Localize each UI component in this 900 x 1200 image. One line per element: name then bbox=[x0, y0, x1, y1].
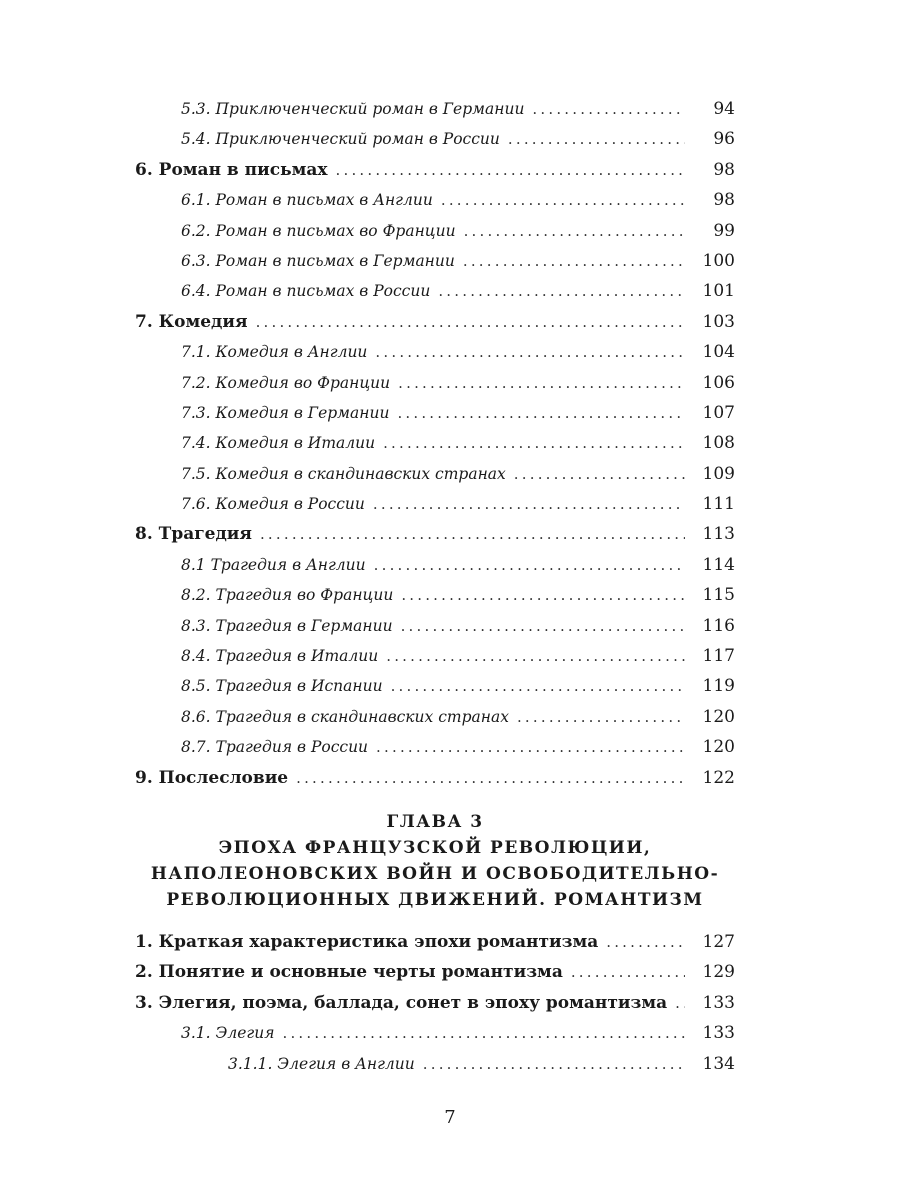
toc-entry bbox=[135, 216, 735, 246]
toc-entry-page: 114 bbox=[702, 554, 735, 575]
toc-entry-page: 106 bbox=[702, 372, 735, 393]
toc-entry bbox=[135, 428, 735, 458]
toc-entry bbox=[135, 641, 735, 671]
toc-entry bbox=[135, 927, 735, 957]
dot-leader bbox=[464, 216, 685, 246]
toc-entry-title: 8.1 Трагедия в Англии bbox=[181, 555, 366, 574]
dot-leader bbox=[374, 550, 685, 580]
dot-leader bbox=[336, 155, 685, 185]
dot-leader bbox=[401, 611, 685, 641]
toc-entry-page: 94 bbox=[713, 99, 735, 119]
toc-entry-page: 129 bbox=[702, 962, 735, 983]
dot-leader bbox=[296, 763, 685, 793]
chapter-heading bbox=[135, 809, 735, 913]
dot-leader bbox=[386, 641, 685, 671]
toc-entry-page: 100 bbox=[702, 250, 735, 271]
toc-entry-page: 120 bbox=[702, 737, 735, 758]
toc-entry-page: 103 bbox=[702, 311, 735, 332]
toc-entry-title: 7. Комедия bbox=[135, 311, 248, 332]
toc-entry-page: 108 bbox=[702, 433, 735, 454]
toc-entry-title: 1. Краткая характеристика эпохи романтизма bbox=[135, 931, 599, 952]
dot-leader bbox=[373, 489, 685, 519]
toc-entry bbox=[135, 550, 735, 580]
toc-entry bbox=[135, 988, 735, 1018]
toc-entry-page: 99 bbox=[713, 220, 735, 241]
dot-leader bbox=[514, 459, 685, 489]
dot-leader bbox=[423, 1049, 685, 1079]
toc-entry bbox=[135, 398, 735, 428]
toc-entry bbox=[135, 124, 735, 154]
toc-entry bbox=[135, 1049, 735, 1079]
toc-entry-title: 8.6. Трагедия в скандинавских странах bbox=[181, 707, 509, 726]
toc-entry-page: 98 bbox=[713, 190, 735, 211]
toc-entry-page: 115 bbox=[702, 585, 735, 606]
toc-entry bbox=[135, 459, 735, 489]
toc-entry bbox=[135, 763, 735, 793]
dot-leader bbox=[675, 988, 685, 1018]
toc-entry-title: 5.3. Приключенческий роман в Германии bbox=[181, 100, 525, 118]
toc-entry bbox=[135, 155, 735, 185]
toc-entry-title: 6.4. Роман в письмах в России bbox=[181, 282, 431, 301]
toc-entry-page: 133 bbox=[702, 992, 735, 1013]
toc-entry bbox=[135, 611, 735, 641]
dot-leader bbox=[532, 94, 685, 124]
toc-entry-page: 134 bbox=[702, 1053, 735, 1074]
toc-entry-title: 8.5. Трагедия в Испании bbox=[181, 677, 383, 696]
toc-entry-title: 3.1.1. Элегия в Англии bbox=[228, 1054, 415, 1073]
chapter-title-line-1: ЭПОХА ФРАНЦУЗСКОЙ РЕВОЛЮЦИИ, bbox=[218, 837, 652, 858]
dot-leader bbox=[571, 957, 685, 987]
toc-entry-page: 111 bbox=[702, 494, 735, 515]
toc-entry-page: 120 bbox=[702, 706, 735, 727]
toc-entry-title: 6.3. Роман в письмах в Германии bbox=[181, 251, 455, 270]
dot-leader bbox=[508, 124, 685, 154]
toc-entry-title: 7.3. Комедия в Германии bbox=[181, 403, 390, 422]
dot-leader bbox=[282, 1018, 685, 1048]
toc-entry-page: 109 bbox=[702, 463, 735, 484]
chapter-number: ГЛАВА 3 bbox=[386, 811, 484, 832]
dot-leader bbox=[397, 398, 685, 428]
toc-entry-page: 117 bbox=[702, 646, 735, 667]
toc-entry-title: 3. Элегия, поэма, баллада, сонет в эпоху романтизма bbox=[135, 992, 668, 1013]
toc-entry bbox=[135, 1018, 735, 1048]
dot-leader bbox=[401, 580, 685, 610]
toc-entry-page: 101 bbox=[702, 281, 735, 302]
toc-entry-title: 6.1. Роман в письмах в Англии bbox=[181, 191, 433, 210]
toc-entry-page: 96 bbox=[713, 129, 735, 150]
toc-entry bbox=[135, 489, 735, 519]
toc-entry-page: 98 bbox=[713, 159, 735, 180]
toc-entry bbox=[135, 580, 735, 610]
toc-entry-title: 5.4. Приключенческий роман в России bbox=[181, 130, 500, 149]
toc-entry-title: 7.1. Комедия в Англии bbox=[181, 343, 368, 362]
toc-entry-title: 7.4. Комедия в Италии bbox=[181, 434, 376, 453]
dot-leader bbox=[383, 428, 685, 458]
toc-entry-title: 8. Трагедия bbox=[135, 524, 252, 545]
toc-entry-page: 104 bbox=[702, 342, 735, 363]
dot-leader bbox=[517, 702, 685, 732]
toc-entry-title: 6. Роман в письмах bbox=[135, 159, 328, 180]
toc-entry bbox=[135, 519, 735, 549]
toc-entry-title: 2. Понятие и основные черты романтизма bbox=[135, 962, 563, 983]
toc-entry-page: 122 bbox=[702, 767, 735, 788]
toc-entry-title: 9. Послесловие bbox=[135, 767, 289, 788]
toc-section-chapter-2 bbox=[135, 94, 735, 793]
dot-leader bbox=[260, 519, 685, 549]
toc-entry-page: 113 bbox=[702, 524, 735, 545]
toc-entry bbox=[135, 732, 735, 762]
toc-entry bbox=[135, 246, 735, 276]
toc-entry bbox=[135, 185, 735, 215]
dot-leader bbox=[375, 337, 685, 367]
toc-entry-page: 127 bbox=[702, 931, 735, 952]
toc-entry bbox=[135, 94, 735, 124]
toc-entry-title: 7.5. Комедия в скандинавских странах bbox=[181, 464, 506, 483]
toc-entry bbox=[135, 307, 735, 337]
chapter-title-line-2: НАПОЛЕОНОВСКИХ ВОЙН И ОСВОБОДИТЕЛЬНО- bbox=[150, 863, 720, 884]
toc-entry-page: 107 bbox=[702, 402, 735, 423]
table-of-contents bbox=[135, 94, 735, 1079]
toc-entry-title: 8.2. Трагедия во Франции bbox=[181, 586, 394, 605]
dot-leader bbox=[441, 185, 685, 215]
toc-entry-page: 119 bbox=[702, 676, 735, 697]
toc-entry-title: 8.3. Трагедия в Германии bbox=[181, 616, 393, 635]
toc-entry-title: 7.6. Комедия в России bbox=[181, 495, 365, 514]
dot-leader bbox=[606, 927, 685, 957]
toc-entry bbox=[135, 337, 735, 367]
toc-entry-page: 133 bbox=[702, 1023, 735, 1044]
toc-entry bbox=[135, 957, 735, 987]
dot-leader bbox=[463, 246, 685, 276]
toc-entry-title: 3.1. Элегия bbox=[181, 1024, 275, 1043]
toc-entry bbox=[135, 702, 735, 732]
toc-entry bbox=[135, 671, 735, 701]
chapter-title-line-3: РЕВОЛЮЦИОННЫХ ДВИЖЕНИЙ. РОМАНТИЗМ bbox=[166, 889, 704, 910]
toc-entry-title: 8.7. Трагедия в России bbox=[181, 738, 369, 757]
dot-leader bbox=[376, 732, 685, 762]
toc-entry bbox=[135, 368, 735, 398]
toc-entry-title: 8.4. Трагедия в Италии bbox=[181, 647, 379, 666]
dot-leader bbox=[256, 307, 685, 337]
toc-entry-title: 6.2. Роман в письмах во Франции bbox=[181, 221, 456, 240]
dot-leader bbox=[391, 671, 685, 701]
toc-section-chapter-3 bbox=[135, 927, 735, 1079]
dot-leader bbox=[398, 368, 685, 398]
toc-entry-title: 7.2. Комедия во Франции bbox=[181, 373, 391, 392]
toc-entry-page: 116 bbox=[702, 615, 735, 636]
dot-leader bbox=[438, 276, 685, 306]
page-number: 7 bbox=[444, 1107, 456, 1128]
toc-entry bbox=[135, 276, 735, 306]
